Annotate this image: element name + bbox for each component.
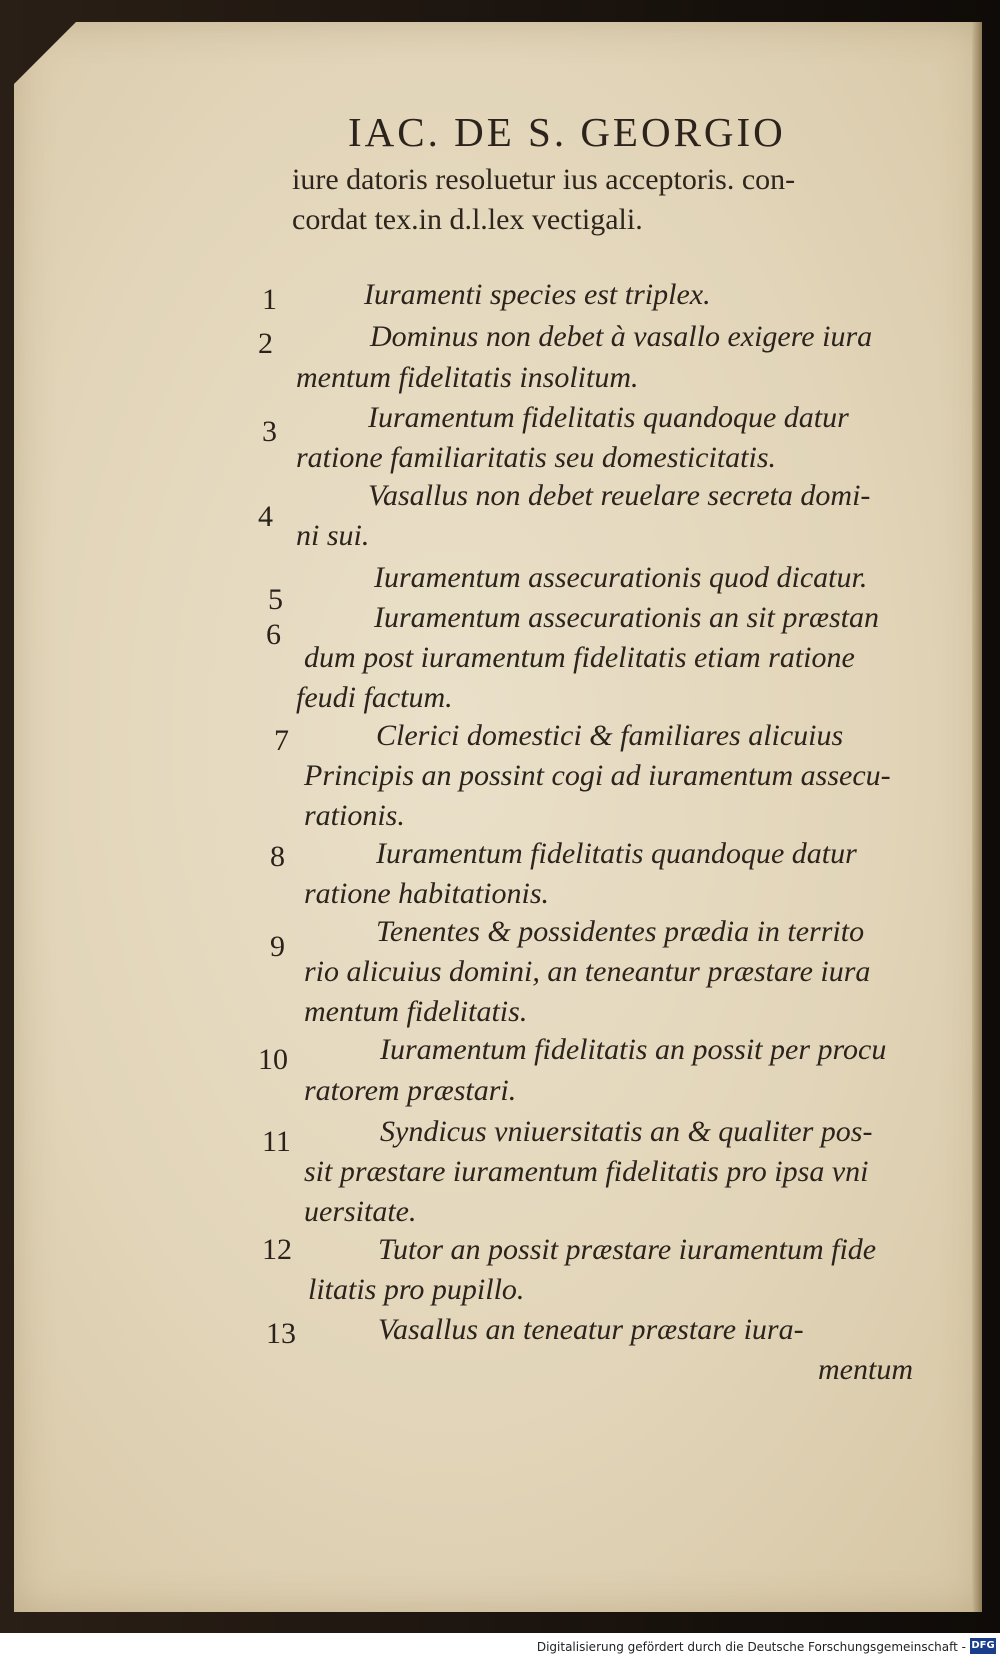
- summary-line: Iuramentum assecurationis an sit præstan: [374, 601, 880, 634]
- summary-number: 13: [266, 1317, 296, 1350]
- summary-line: Dominus non debet à vasallo exigere iura: [370, 320, 873, 353]
- intro-line: cordat tex.in d.l.lex vectigali.: [292, 203, 643, 236]
- summary-number: 7: [274, 724, 289, 757]
- digitization-footer: [0, 1633, 1000, 1657]
- summary-line: rationis.: [304, 799, 405, 832]
- summary-line: Syndicus vniuersitatis an & qualiter pos-: [380, 1115, 873, 1148]
- intro-line: iure datoris resoluetur ius acceptoris. con-: [292, 163, 796, 196]
- summary-line: Tenentes & possidentes prædia in territo: [376, 915, 865, 948]
- summary-line: uersitate.: [304, 1195, 417, 1228]
- summary-number: 4: [258, 500, 273, 533]
- summary-line: ratione familiaritatis seu domesticitatis.: [296, 441, 776, 474]
- summary-line: Principis an possint cogi ad iuramentum assecu-: [304, 759, 891, 792]
- summary-line: Vasallus an teneatur præstare iura-: [378, 1313, 804, 1346]
- summary-line: mentum fidelitatis insolitum.: [296, 361, 639, 394]
- summary-number: 9: [270, 930, 285, 963]
- summary-number: 8: [270, 840, 285, 873]
- summary-line: Vasallus non debet reuelare secreta domi-: [368, 479, 871, 512]
- summary-number: 10: [258, 1043, 288, 1076]
- summary-line: rio alicuius domini, an teneantur præstare iura: [304, 955, 871, 988]
- summary-number: 12: [262, 1233, 292, 1266]
- summary-number: 11: [262, 1125, 291, 1158]
- summary-line: Iuramentum fidelitatis quandoque datur: [376, 837, 857, 870]
- summary-line: Iuramentum fidelitatis an possit per procu: [380, 1033, 887, 1066]
- dfg-logo: DFG: [970, 1638, 996, 1654]
- summary-number: 2: [258, 327, 273, 360]
- summary-number: 6: [266, 618, 281, 651]
- summary-line: ratione habitationis.: [304, 877, 550, 910]
- summary-line: Iuramentum assecurationis quod dicatur.: [374, 561, 868, 594]
- summary-line: mentum fidelitatis.: [304, 995, 528, 1028]
- summary-number: 3: [262, 415, 277, 448]
- summary-line: Clerici domestici & familiares alicuius: [376, 719, 844, 752]
- summary-line: ni sui.: [296, 519, 370, 552]
- summary-line: dum post iuramentum fidelitatis etiam ratione: [304, 641, 855, 674]
- footer-text: Digitalisierung gefördert durch die Deutsche Forschungsgemeinschaft -: [536, 1640, 966, 1654]
- summary-line: Iuramentum fidelitatis quandoque datur: [368, 401, 849, 434]
- summary-line: Iuramenti species est triplex.: [364, 278, 711, 311]
- summary-line: feudi factum.: [296, 681, 453, 714]
- summary-line: Tutor an possit præstare iuramentum fide: [378, 1233, 877, 1266]
- summary-line: sit præstare iuramentum fidelitatis pro ipsa vni: [304, 1155, 869, 1188]
- summary-number: 5: [268, 583, 283, 616]
- summary-number: 1: [262, 283, 277, 316]
- running-head: IAC. DE S. GEORGIO: [348, 109, 786, 155]
- summary-line: mentum: [818, 1353, 913, 1386]
- summary-line: ratorem præstari.: [304, 1074, 517, 1107]
- summary-line: litatis pro pupillo.: [308, 1273, 525, 1306]
